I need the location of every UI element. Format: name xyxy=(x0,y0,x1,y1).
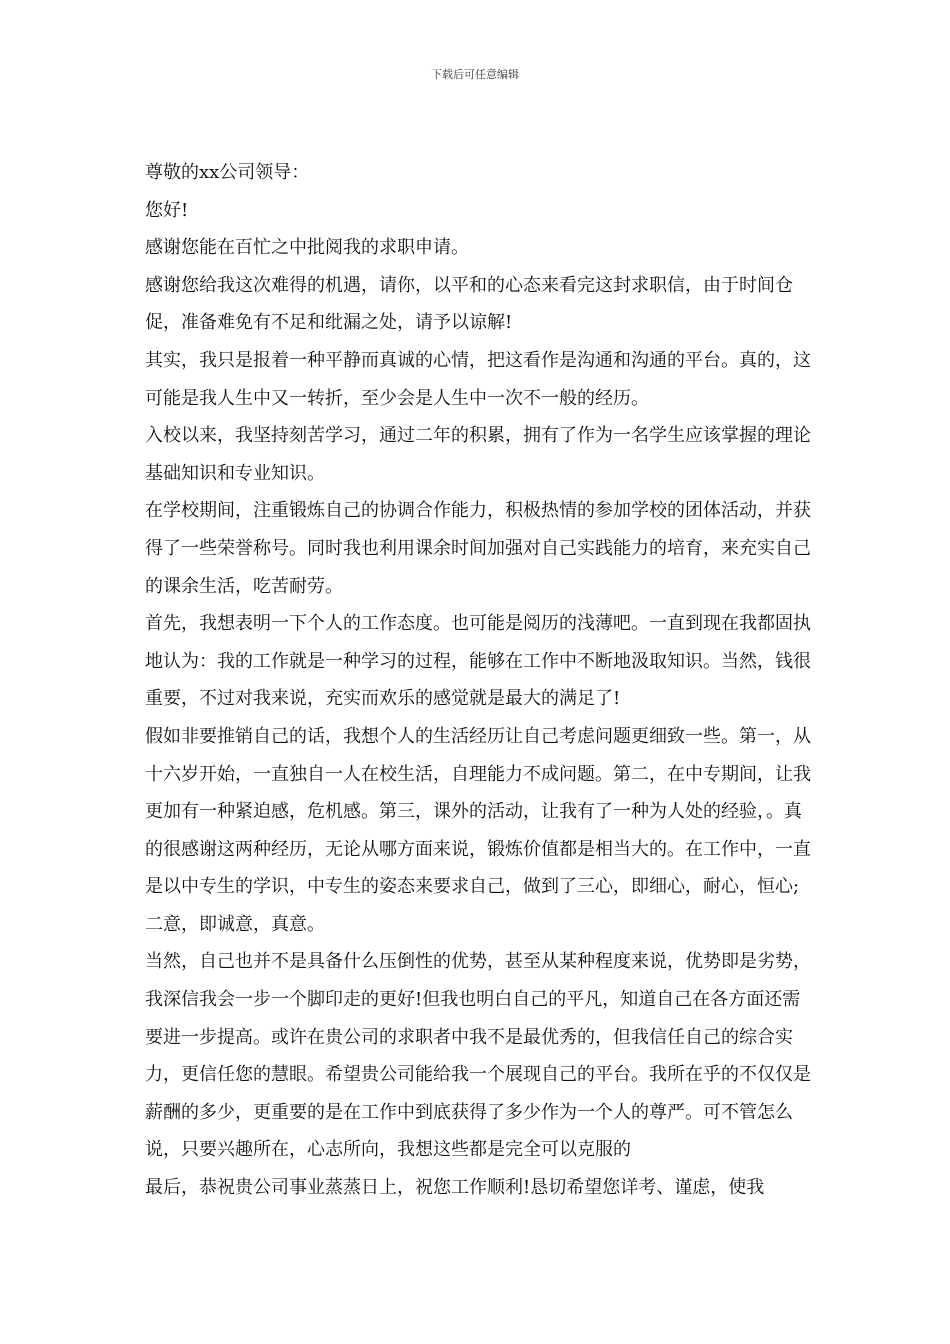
page-header: 下载后可任意编辑 xyxy=(431,68,519,81)
paragraph-self-assessment: 当然，自己也并不是具备什么压倒性的优势，甚至从某种程度来说，优势即是劣势，我深信我会一步一个脚印走的更好!但我也明白自己的平凡，知道自己在各方面还需要进一步提高。或许在贵公司的求职者中我不是最优秀的，但我信任自己的综合实力，更信任您的慧眼。希望贵公司能给我一个展现自己的平台。我所在乎的不仅仅是薪酬的多少，更重要的是在工作中到底获得了多少作为一个人的尊严。可不管怎么说，只要兴趣所在，心志所向，我想这些都是完全可以克服的 xyxy=(145,951,811,1161)
greeting: 您好! xyxy=(145,199,189,221)
salutation: 尊敬的xx公司领导： xyxy=(145,162,310,183)
paragraph-closing: 最后，恭祝贵公司事业蒸蒸日上，祝您工作顺利!恳切希望您详考、谨虑，使我 xyxy=(145,1177,765,1199)
paragraph-experience: 假如非要推销自己的话，我想个人的生活经历让自己考虑问题更细致一些。第一，从十六岁开始，一直独自一人在校生活，自理能力不成问题。第二，在中专期间，让我更加有一种紧迫感，危机感。第三，课外的活动，让我有了一种为人处的经验，。真的很感谢这两种经历，无论从哪方面来说，锻炼价值都是相当大的。在工作中，一直是以中专生的学识，中专生的姿态来要求自己，做到了三心，即细心，耐心，恒心;二意，即诚意，真意。 xyxy=(145,725,811,935)
letter-body xyxy=(145,154,817,1207)
paragraph-activities: 在学校期间，注重锻炼自己的协调合作能力，积极热情的参加学校的团体活动，并获得了一些荣誉称号。同时我也利用课余时间加强对自己实践能力的培育，来充实自己的课余生活，吃苦耐劳。 xyxy=(145,500,811,597)
paragraph-opportunity: 感谢您给我这次难得的机遇，请你，以平和的心态来看完这封求职信，由于时间仓促，准备难免有不足和纰漏之处，请予以谅解! xyxy=(145,274,793,334)
paragraph-thanks: 感谢您能在百忙之中批阅我的求职申请。 xyxy=(145,237,469,259)
paragraph-attitude: 首先，我想表明一下个人的工作态度。也可能是阅历的浅薄吧。一直到现在我都固执地认为：我的工作就是一种学习的过程，能够在工作中不断地汲取知识。当然，钱很重要，不过对我来说，充实而欢乐的感觉就是最大的满足了! xyxy=(145,613,811,710)
paragraph-study: 入校以来，我坚持刻苦学习，通过二年的积累，拥有了作为一名学生应该掌握的理论基础知识和专业知识。 xyxy=(145,425,811,484)
paragraph-sincerity: 其实，我只是报着一种平静而真诚的心情，把这看作是沟通和沟通的平台。真的，这可能是我人生中又一转折，至少会是人生中一次不一般的经历。 xyxy=(145,349,811,409)
